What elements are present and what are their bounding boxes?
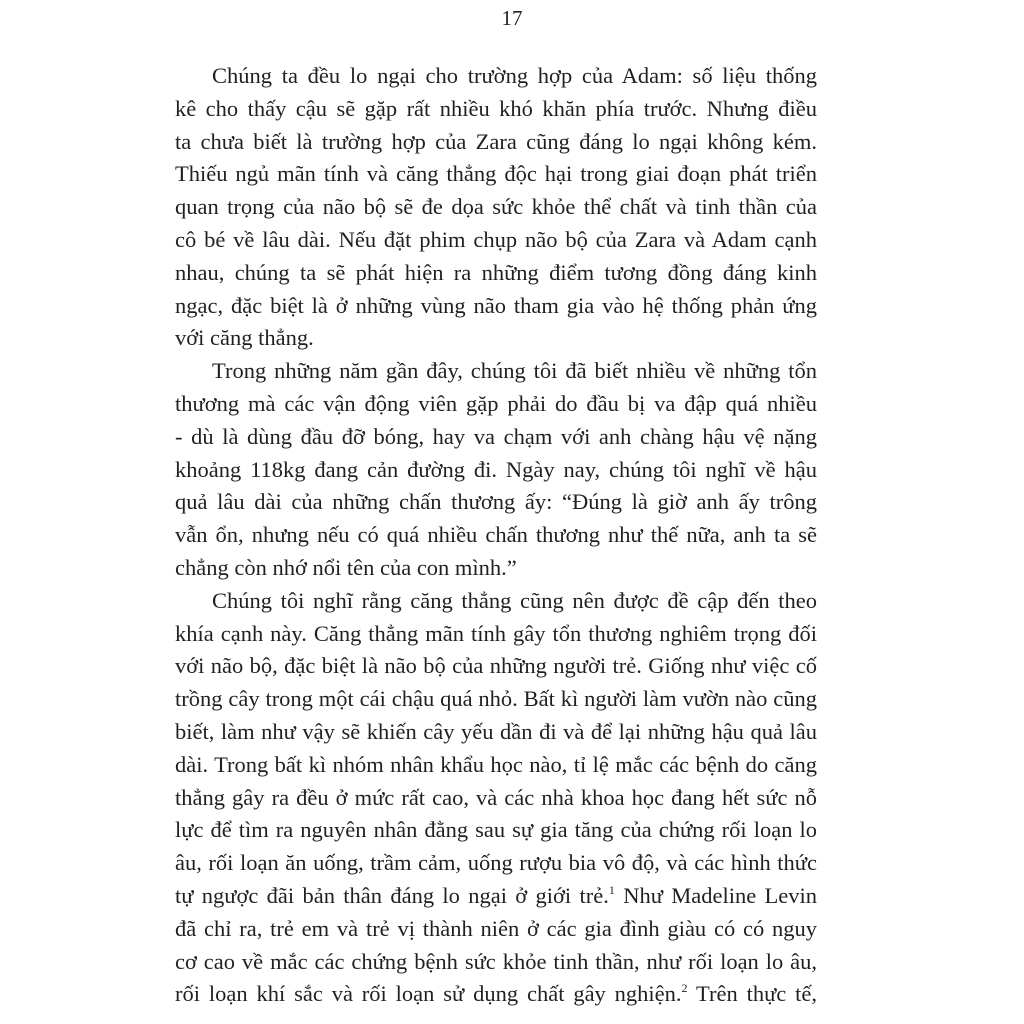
text-line: chẳng còn nhớ nổi tên của con mình.” [175,554,517,580]
text-segment: rối loạn khí sắc và rối loạn sử dụng chất gây nghiện. [175,981,682,1007]
text-line: khía cạnh này. Căng thẳng mãn tính gây tổn thương nghiêm trọng đối [175,620,817,646]
text-line: đã chỉ ra, trẻ em và trẻ vị thành niên ở các gia đình giàu có có nguy [175,915,817,941]
footnote-ref-2[interactable]: 2 [681,981,688,996]
text-line: âu, rối loạn ăn uống, trầm cảm, uống rượu bia vô độ, và các hình thức [175,850,817,876]
text-line: kê cho thấy cậu sẽ gặp rất nhiều khó khăn phía trước. Nhưng điều [175,95,817,121]
text-line: vẫn ổn, nhưng nếu có quá nhiều chấn thương như thế nữa, anh ta sẽ [175,522,817,548]
text-line: ngạc, đặc biệt là ở những vùng não tham gia vào hệ thống phản ứng [175,292,817,318]
paragraph-3 [175,585,817,1011]
text-line [175,880,817,913]
paragraph-2 [175,355,817,585]
text-line [175,978,817,1011]
text-line: thương mà các vận động viên gặp phải do đầu bị va đập quá nhiều [175,390,817,416]
text-line: dài. Trong bất kì nhóm nhân khẩu học nào, tỉ lệ mắc các bệnh do căng [175,751,817,777]
body-text [175,60,817,1011]
text-segment: Trên thực tế, [687,981,817,1007]
text-line: với não bộ, đặc biệt là não bộ của những người trẻ. Giống như việc cố [175,653,817,679]
text-line: thẳng gây ra đều ở mức rất cao, và các nhà khoa học đang hết sức nỗ [175,784,817,810]
text-line: Trong những năm gần đây, chúng tôi đã biết nhiều về những tổn [212,358,817,384]
text-segment: Như Madeline Levin [614,882,817,908]
paragraph-1 [175,60,817,355]
text-line: trồng cây trong một cái chậu quá nhỏ. Bất kì người làm vườn nào cũng [175,686,817,712]
text-line: - dù là dùng đầu đỡ bóng, hay va chạm với anh chàng hậu vệ nặng [175,423,817,449]
text-line: ta chưa biết là trường hợp của Zara cũng đáng lo ngại không kém. [175,128,817,154]
text-line: cơ cao về mắc các chứng bệnh sức khỏe tinh thần, như rối loạn lo âu, [175,948,817,974]
text-line: lực để tìm ra nguyên nhân đằng sau sự gia tăng của chứng rối loạn lo [175,817,817,843]
text-line: biết, làm như vậy sẽ khiến cây yếu dần đi và để lại những hậu quả lâu [175,718,817,744]
text-line: cô bé về lâu dài. Nếu đặt phim chụp não bộ của Zara và Adam cạnh [175,226,817,252]
text-segment: tự ngược đãi bản thân đáng lo ngại ở giới trẻ. [175,882,609,908]
footnote-ref-1[interactable]: 1 [608,882,615,897]
page-number: 17 [501,6,523,30]
text-line: với căng thẳng. [175,325,314,351]
text-line: Chúng ta đều lo ngại cho trường hợp của Adam: số liệu thống [212,63,817,88]
text-line: Thiếu ngủ mãn tính và căng thẳng độc hại trong giai đoạn phát triển [175,161,817,187]
text-line: Chúng tôi nghĩ rằng căng thẳng cũng nên được đề cập đến theo [212,587,817,613]
text-line: quả lâu dài của những chấn thương ấy: “Đúng là giờ anh ấy trông [175,489,817,515]
text-line: nhau, chúng ta sẽ phát hiện ra những điểm tương đồng đáng kinh [175,259,817,285]
text-line: quan trọng của não bộ sẽ đe dọa sức khỏe thể chất và tinh thần của [175,194,817,220]
text-line: khoảng 118kg đang cản đường đi. Ngày nay, chúng tôi nghĩ về hậu [175,456,817,482]
